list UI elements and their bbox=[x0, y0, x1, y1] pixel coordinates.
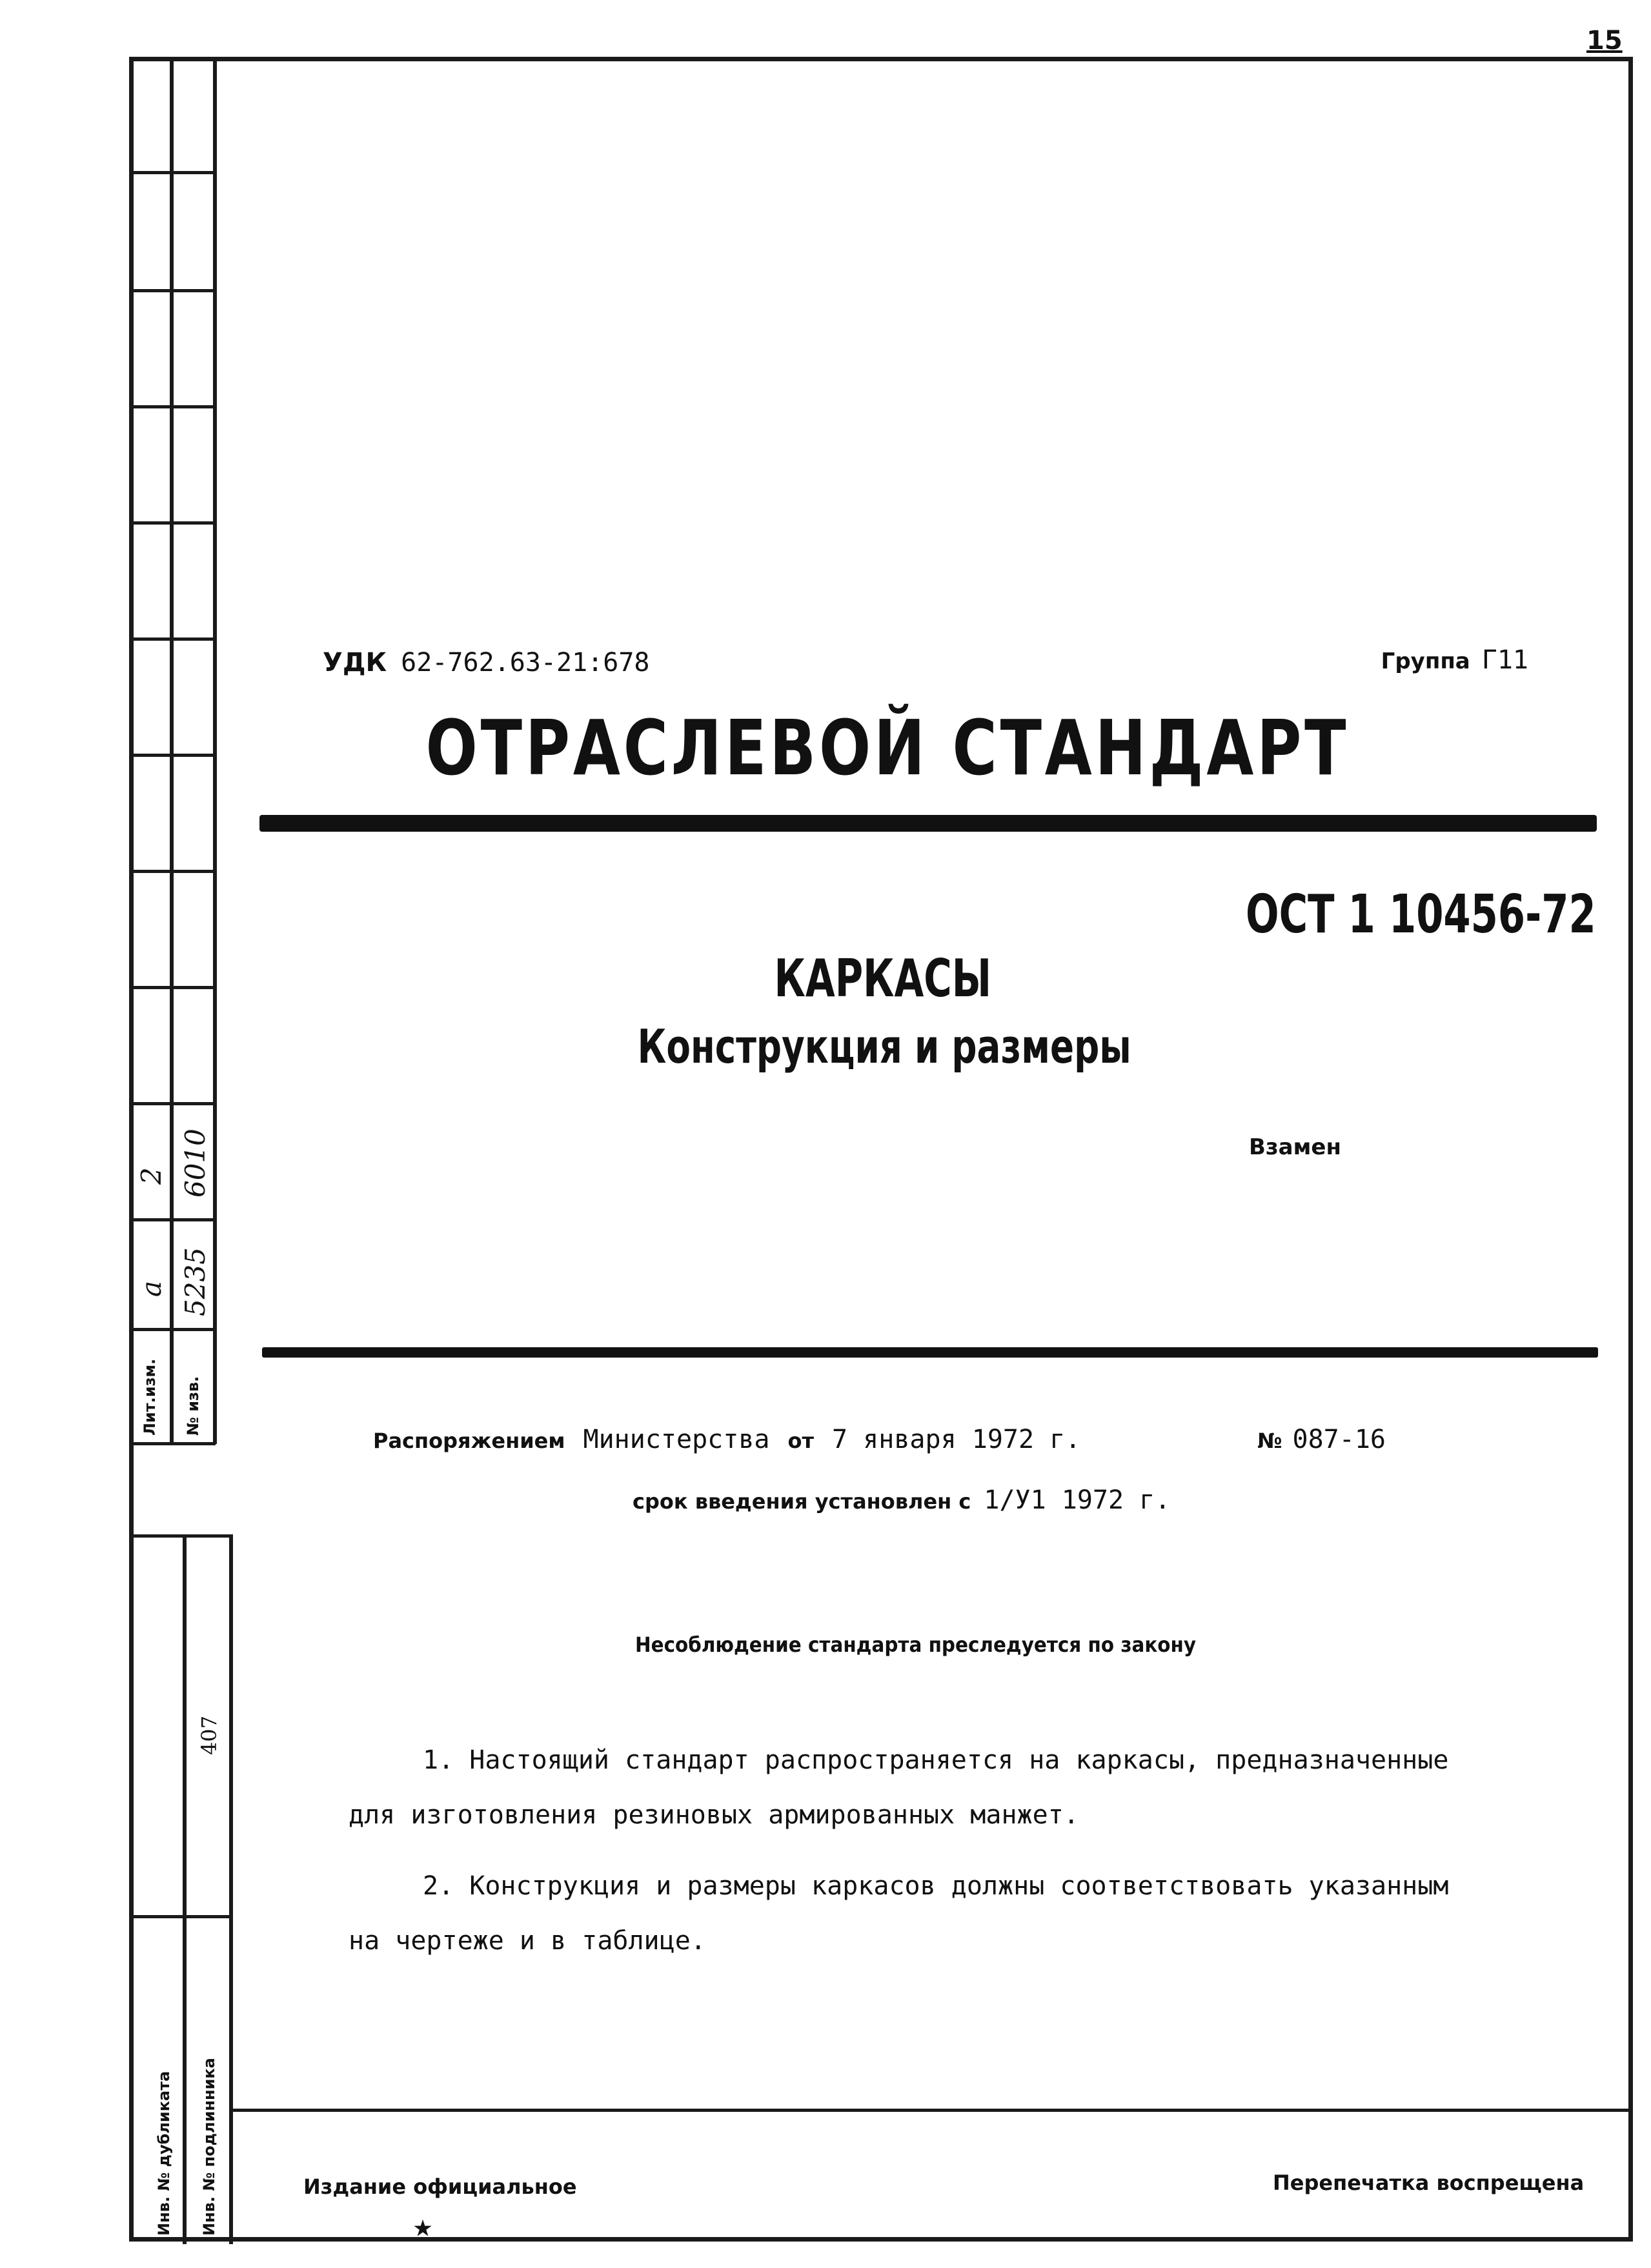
group-value: Г11 bbox=[1481, 645, 1528, 675]
udk-line bbox=[323, 648, 649, 677]
order-label: Распоряжением bbox=[373, 1429, 565, 1453]
stamp-row-divider bbox=[129, 521, 216, 525]
edition-label: Издание официальное bbox=[303, 2174, 577, 2199]
group-line bbox=[1381, 645, 1528, 675]
subject-title: КАРКАСЫ bbox=[774, 948, 992, 1009]
stamp-lit-value-2: 2 bbox=[136, 1167, 167, 1185]
star-icon: ★ bbox=[413, 2207, 433, 2244]
udk-value: 62-762.63-21:678 bbox=[401, 648, 650, 677]
subject-subtitle: Конструкция и размеры bbox=[637, 1019, 1131, 1074]
effective-label: срок введения установлен с bbox=[633, 1489, 971, 1514]
stamp-lit-value-1: а bbox=[136, 1280, 167, 1297]
reprint-notice: Перепечатка воспрещена bbox=[1273, 2171, 1585, 2195]
stamp-lit-izm-label: Лит.изм. bbox=[141, 1358, 159, 1436]
paragraph-1-line-2: для изготовления резиновых армированных манжет. bbox=[349, 1800, 1079, 1830]
order-from-label: от bbox=[787, 1429, 815, 1453]
group-label: Группа bbox=[1381, 648, 1470, 674]
order-date: 7 января 1972 г. bbox=[832, 1425, 1081, 1454]
stamp-row-divider bbox=[129, 1915, 232, 1918]
effective-value: 1/У1 1972 г. bbox=[984, 1485, 1171, 1515]
udk-label: УДК bbox=[323, 648, 387, 677]
section-rule bbox=[262, 1347, 1598, 1358]
order-number-line bbox=[1257, 1425, 1386, 1454]
stamp-row-divider bbox=[129, 1328, 216, 1331]
title-rule bbox=[259, 815, 1597, 832]
stamp-row-divider bbox=[129, 870, 216, 873]
stamp-column-divider bbox=[183, 1534, 187, 2244]
standard-number: ОСТ 1 10456-72 bbox=[1246, 884, 1596, 945]
stamp-izv-value-1: 5235 bbox=[179, 1247, 211, 1316]
stamp-column-divider bbox=[229, 1534, 233, 2244]
page-number: 15 bbox=[1586, 26, 1623, 55]
stamp-izv-value-2: 6010 bbox=[179, 1129, 211, 1198]
order-line bbox=[373, 1425, 1099, 1454]
replaces-label: Взамен bbox=[1249, 1134, 1341, 1160]
stamp-row-divider bbox=[129, 289, 216, 292]
paragraph-1-line-1: 1. Настоящий стандарт распространяется на каркасы, предназначенные bbox=[423, 1745, 1449, 1775]
stamp-row-divider bbox=[129, 1442, 216, 1445]
stamp-row-divider bbox=[129, 1534, 232, 1538]
stamp-inv-dubl-label: Инв. № дубликата bbox=[155, 2071, 173, 2236]
stamp-row-divider bbox=[129, 637, 216, 641]
footer-rule bbox=[232, 2109, 1633, 2112]
stamp-row-divider bbox=[129, 171, 216, 174]
page-frame bbox=[129, 57, 1633, 2242]
stamp-inv-podl-value: 407 bbox=[197, 1715, 221, 1755]
stamp-row-divider bbox=[129, 1218, 216, 1221]
order-number-label: № bbox=[1257, 1429, 1282, 1453]
paragraph-2-line-1: 2. Конструкция и размеры каркасов должны соответствовать указанным bbox=[423, 1871, 1449, 1901]
order-number: 087-16 bbox=[1292, 1425, 1386, 1454]
stamp-inv-podl-label: Инв. № подлинника bbox=[200, 2058, 218, 2236]
order-ministry: Министерства bbox=[583, 1425, 770, 1454]
stamp-row-divider bbox=[129, 1102, 216, 1105]
stamp-no-izv-label: № изв. bbox=[184, 1376, 202, 1436]
stamp-row-divider bbox=[129, 405, 216, 408]
paragraph-2-line-2: на чертеже и в таблице. bbox=[349, 1926, 706, 1956]
law-notice: Несоблюдение стандарта преследуется по закону bbox=[635, 1632, 1197, 1657]
effective-line bbox=[633, 1485, 1170, 1515]
document-title: ОТРАСЛЕВОЙ СТАНДАРТ bbox=[425, 703, 1350, 792]
stamp-row-divider bbox=[129, 986, 216, 989]
